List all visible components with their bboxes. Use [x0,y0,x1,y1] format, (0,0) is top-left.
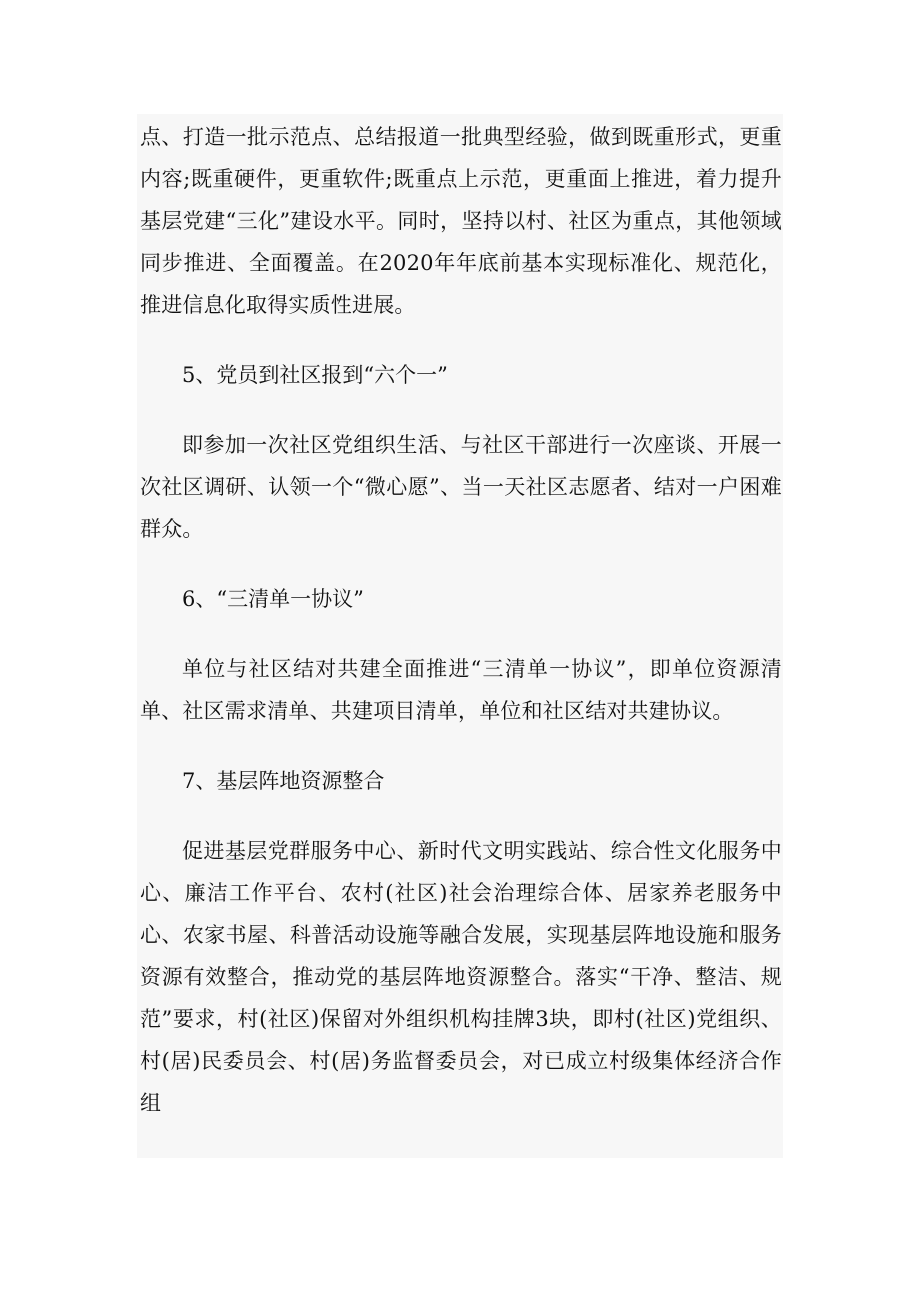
paragraph-gap [140,732,782,760]
paragraph-gap [140,396,782,424]
section-heading-6: 6、“三清单一协议” [182,587,364,611]
paragraph-gap [140,550,782,578]
paragraph-three-lists: 单位与社区结对共建全面推进“三清单一协议”，即单位资源清单、社区需求清单、共建项目清单，单位和社区结对共建协议。 [140,657,782,723]
paragraph-six-ones: 即参加一次社区党组织生活、与社区干部进行一次座谈、开展一次社区调研、认领一个“微心愿”、当一天社区志愿者、结对一户困难群众。 [140,433,782,541]
paragraph-gap [140,620,782,648]
paragraph-gap [140,326,782,354]
paragraph-continuation: 点、打造一批示范点、总结报道一批典型经验，做到既重形式，更重内容;既重硬件，更重软件;既重点上示范，更重面上推进，着力提升基层党建“三化”建设水平。同时，坚持以村、社区为重点，其他领域同步推进、全面覆盖。在2020年年底前基本实现标准化、规范化，推进信息化取得实质性进展。 [140,125,782,317]
paragraph-resource-integration: 促进基层党群服务中心、新时代文明实践站、综合性文化服务中心、廉洁工作平台、农村(社区)社会治理综合体、居家养老服务中心、农家书屋、科普活动设施等融合发展，实现基层阵地设施和服务资源有效整合，推动党的基层阵地资源整合。落实“干净、整洁、规范”要求，村(社区)保留对外组织机构挂牌3块，即村(社区)党组织、村(居)民委员会、村(居)务监督委员会，对已成立村级集体经济合作组 [140,839,782,1115]
section-heading-5: 5、党员到社区报到“六个一” [182,363,448,387]
document-body [140,116,782,1124]
paragraph-gap [140,802,782,830]
section-heading-7: 7、基层阵地资源整合 [182,769,385,793]
